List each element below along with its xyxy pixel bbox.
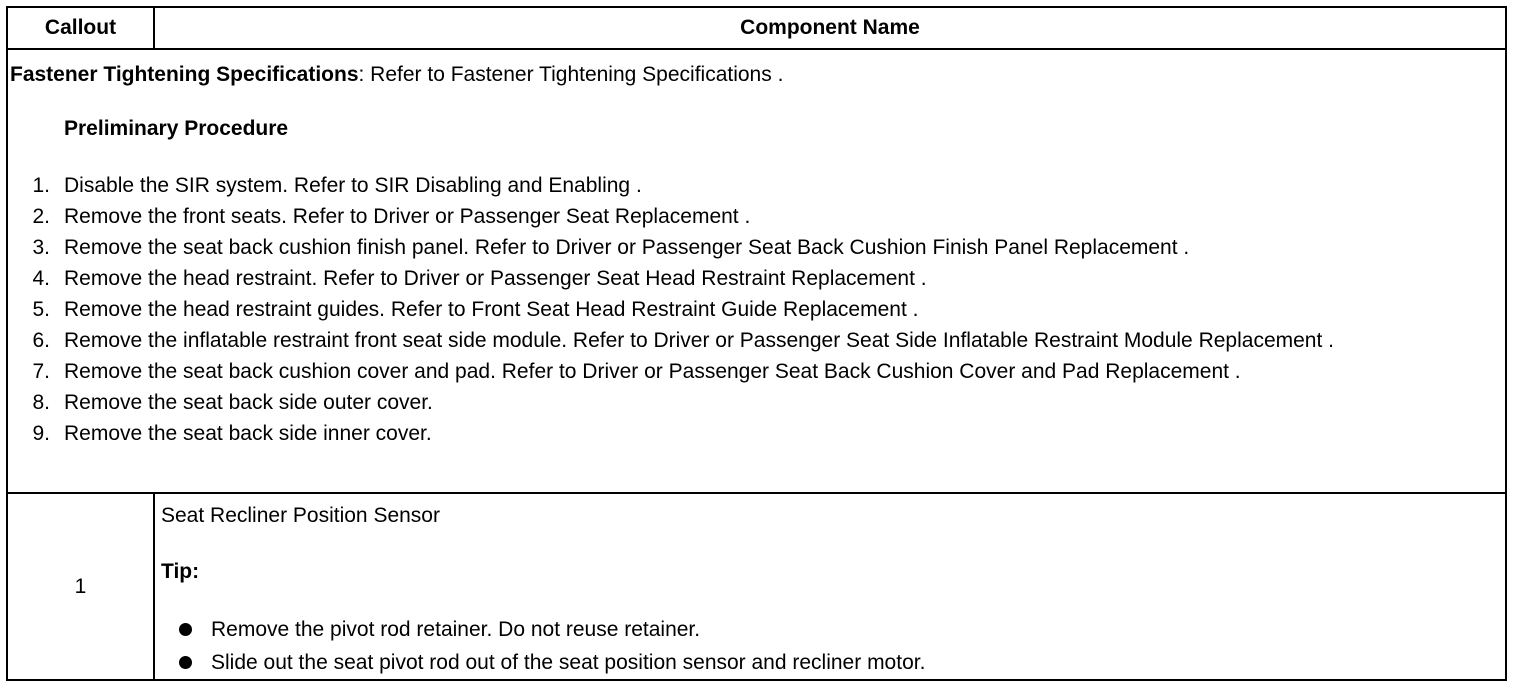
component-row [7, 493, 1506, 680]
fastener-spec-label: Fastener Tightening Specifications [10, 63, 359, 86]
step-number: 5. [32, 298, 50, 321]
step-number: 6. [32, 329, 50, 352]
component-cell [154, 493, 1506, 680]
step-item [8, 170, 1505, 201]
step-number: 9. [32, 422, 50, 445]
step-item [8, 387, 1505, 418]
step-item [8, 418, 1505, 449]
step-text: Remove the seat back cushion cover and pad. Refer to Driver or Passenger Seat Back Cushion Cover and Pad Replacement . [64, 360, 1241, 383]
fastener-spec-text: : Refer to Fastener Tightening Specifications . [358, 63, 784, 86]
component-name-header: Component Name [154, 7, 1506, 49]
bullet-icon [179, 623, 192, 636]
step-number: 4. [32, 267, 50, 290]
step-item [8, 325, 1505, 356]
step-text: Remove the seat back side outer cover. [64, 391, 433, 414]
callout-number: 1 [7, 493, 154, 680]
spec-row [7, 49, 1506, 493]
step-item [8, 294, 1505, 325]
component-name: Seat Recliner Position Sensor [161, 504, 440, 527]
bullet-icon [179, 656, 192, 669]
step-text: Remove the seat back cushion finish panel. Refer to Driver or Passenger Seat Back Cushion Finish Panel Replacement . [64, 236, 1190, 259]
step-text: Disable the SIR system. Refer to SIR Disabling and Enabling . [64, 174, 642, 197]
fastener-spec [10, 62, 1505, 88]
step-number: 7. [32, 360, 50, 383]
step-number: 2. [32, 205, 50, 228]
header-row [7, 7, 1506, 49]
step-text: Remove the head restraint guides. Refer to Front Seat Head Restraint Guide Replacement . [64, 298, 919, 321]
step-item [8, 201, 1505, 232]
step-text: Remove the head restraint. Refer to Driver or Passenger Seat Head Restraint Replacement . [64, 267, 927, 290]
callout-header: Callout [7, 7, 154, 49]
step-number: 3. [32, 236, 50, 259]
tip-list [161, 613, 1505, 679]
step-text: Remove the seat back side inner cover. [64, 422, 432, 445]
preliminary-steps [8, 170, 1505, 449]
tip-label: Tip: [161, 560, 200, 583]
spec-cell [7, 49, 1506, 493]
step-item [8, 232, 1505, 263]
tip-text: Slide out the seat pivot rod out of the seat position sensor and recliner motor. [211, 651, 926, 674]
preliminary-procedure-title: Preliminary Procedure [64, 117, 289, 140]
step-text: Remove the front seats. Refer to Driver or Passenger Seat Replacement . [64, 205, 751, 228]
step-text: Remove the inflatable restraint front seat side module. Refer to Driver or Passenger Seat Side Inflatable Restraint Module Replacement . [64, 329, 1334, 352]
step-number: 1. [32, 174, 50, 197]
tip-item [161, 646, 1505, 679]
tip-text: Remove the pivot rod retainer. Do not reuse retainer. [211, 618, 701, 641]
tip-item [161, 613, 1505, 646]
step-item [8, 356, 1505, 387]
step-number: 8. [32, 391, 50, 414]
procedure-table [6, 6, 1507, 681]
step-item [8, 263, 1505, 294]
